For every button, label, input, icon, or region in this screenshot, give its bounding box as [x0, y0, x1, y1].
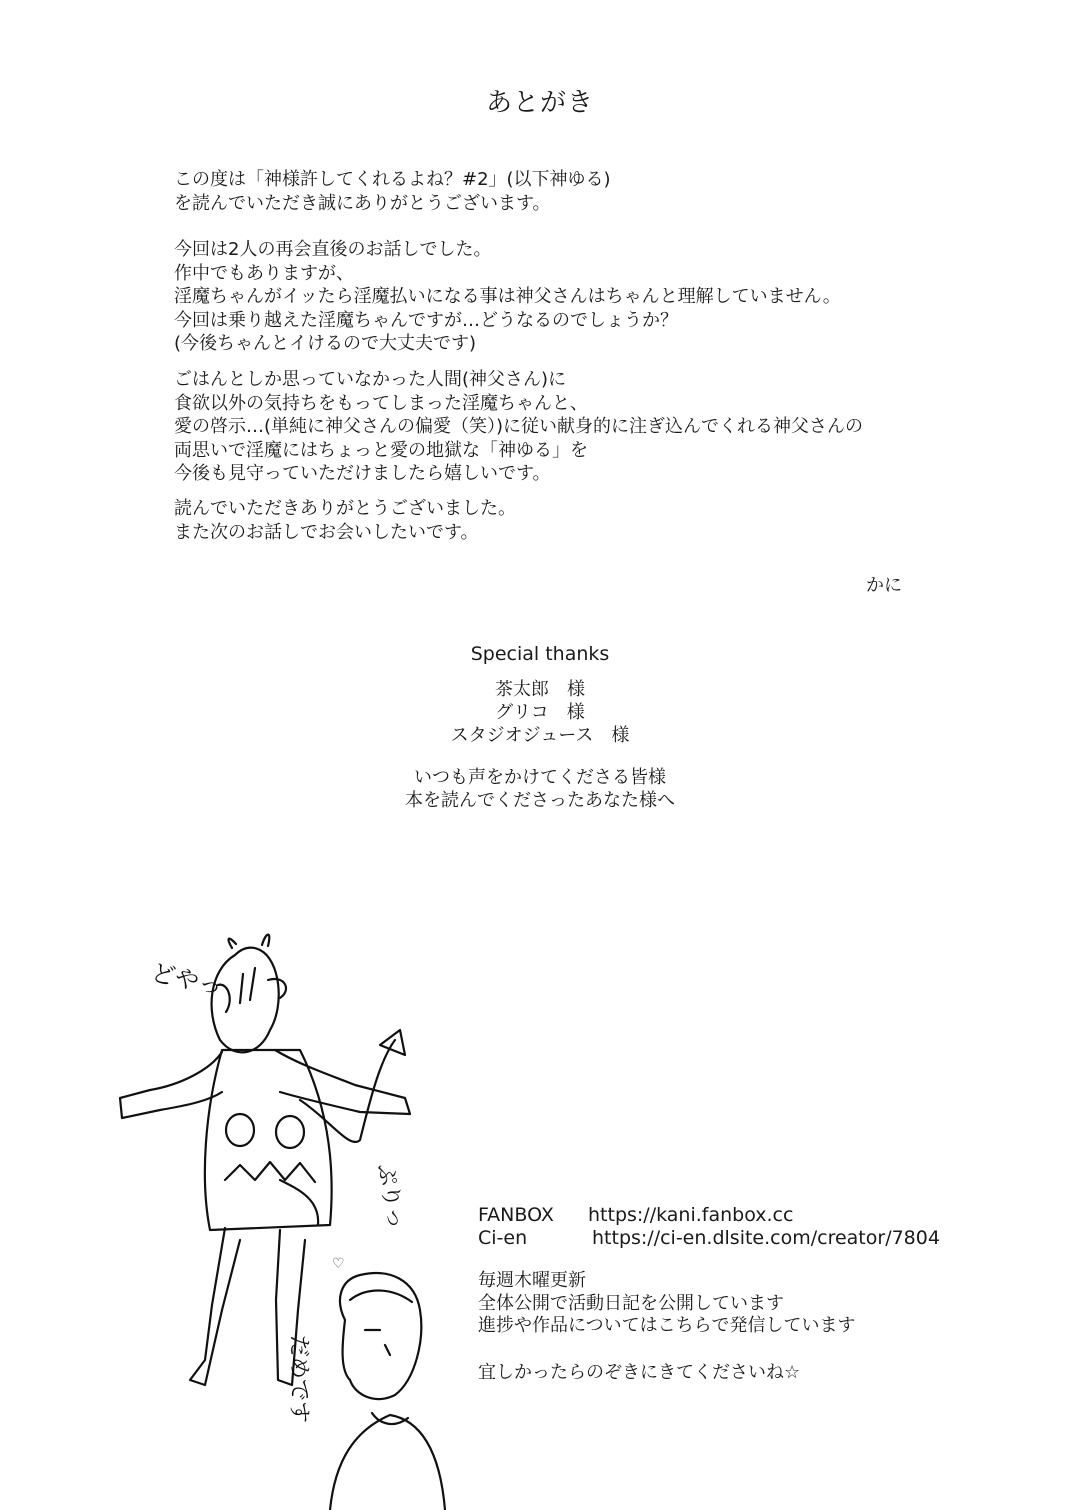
text-line: 今回は2人の再会直後のお話しでした。 — [174, 239, 492, 260]
sfx-dame: だめです — [286, 1335, 311, 1424]
special-thanks-heading: Special thanks — [470, 643, 610, 665]
text-line: (今後ちゃんとイけるので大丈夫です) — [174, 333, 477, 354]
text-line: この度は「神様許してくれるよね？#2」(以下神ゆる) — [174, 169, 611, 190]
text-line: 今後も見守っていただけましたら嬉しいです。 — [174, 463, 551, 484]
note-line: 進捗や作品についてはこちらで発信しています — [478, 1315, 856, 1336]
sfx-puri: ぷりっ — [372, 1161, 409, 1232]
text-line: 今回は乗り越えた淫魔ちゃんですが…どうなるのでしょうか？ — [174, 309, 678, 331]
author-signature: かに — [866, 575, 902, 596]
text-line: 食欲以外の気持ちをもってしまった淫魔ちゃんと、 — [174, 392, 588, 414]
cien-url[interactable]: https://ci-en.dlsite.com/creator/7804 — [592, 1226, 940, 1249]
text-line: また次のお話しでお会いしたいです。 — [174, 521, 479, 543]
demon-girl-figure — [120, 935, 410, 1385]
text-line: 淫魔ちゃんがイッたら淫魔払いになる事は神父さんはちゃんと理解していません。 — [174, 286, 841, 307]
note-ending-text: 宜しかったらのぞきにきてくださいね☆ — [478, 1362, 801, 1383]
thanks-closing-line: いつも声をかけてくださる皆様 — [414, 767, 666, 788]
thanks-name: 茶太郎 様 — [495, 679, 585, 700]
text-line: 読んでいただきありがとうございました。 — [174, 498, 516, 519]
sfx-doya: どやっ — [148, 958, 226, 1001]
text-line: を読んでいただき誠にありがとうございます。 — [174, 192, 551, 214]
update-notes — [478, 1270, 855, 1338]
note-line: 全体公開で活動日記を公開しています — [478, 1292, 784, 1314]
text-line: 愛の啓示…(単純に神父さんの偏愛（笑）)に従い献身的に注ぎ込んでくれる神父さんの — [174, 416, 864, 437]
thanks-name: グリコ 様 — [495, 702, 585, 723]
cien-label: Ci-en — [478, 1226, 528, 1249]
text-line: 作中でもありますが、 — [174, 262, 354, 284]
note-line: 毎週木曜更新 — [478, 1270, 586, 1291]
note-ending — [478, 1358, 800, 1384]
thanks-closing-line: 本を読んでくださったあなた様へ — [405, 790, 675, 811]
fanbox-url[interactable]: https://kani.fanbox.cc — [588, 1204, 794, 1226]
priest-figure — [330, 1273, 445, 1510]
text-line: ごはんとしか思っていなかった人間(神父さん)に — [174, 369, 567, 390]
text-line: 両思いで淫魔にはちょっと愛の地獄な「神ゆる」を — [174, 439, 588, 461]
small-glyph: ♡ — [332, 1256, 345, 1272]
page-title: あとがき — [485, 88, 594, 118]
fanbox-label: FANBOX — [478, 1204, 554, 1226]
thanks-name: スタジオジュース 様 — [450, 725, 630, 746]
